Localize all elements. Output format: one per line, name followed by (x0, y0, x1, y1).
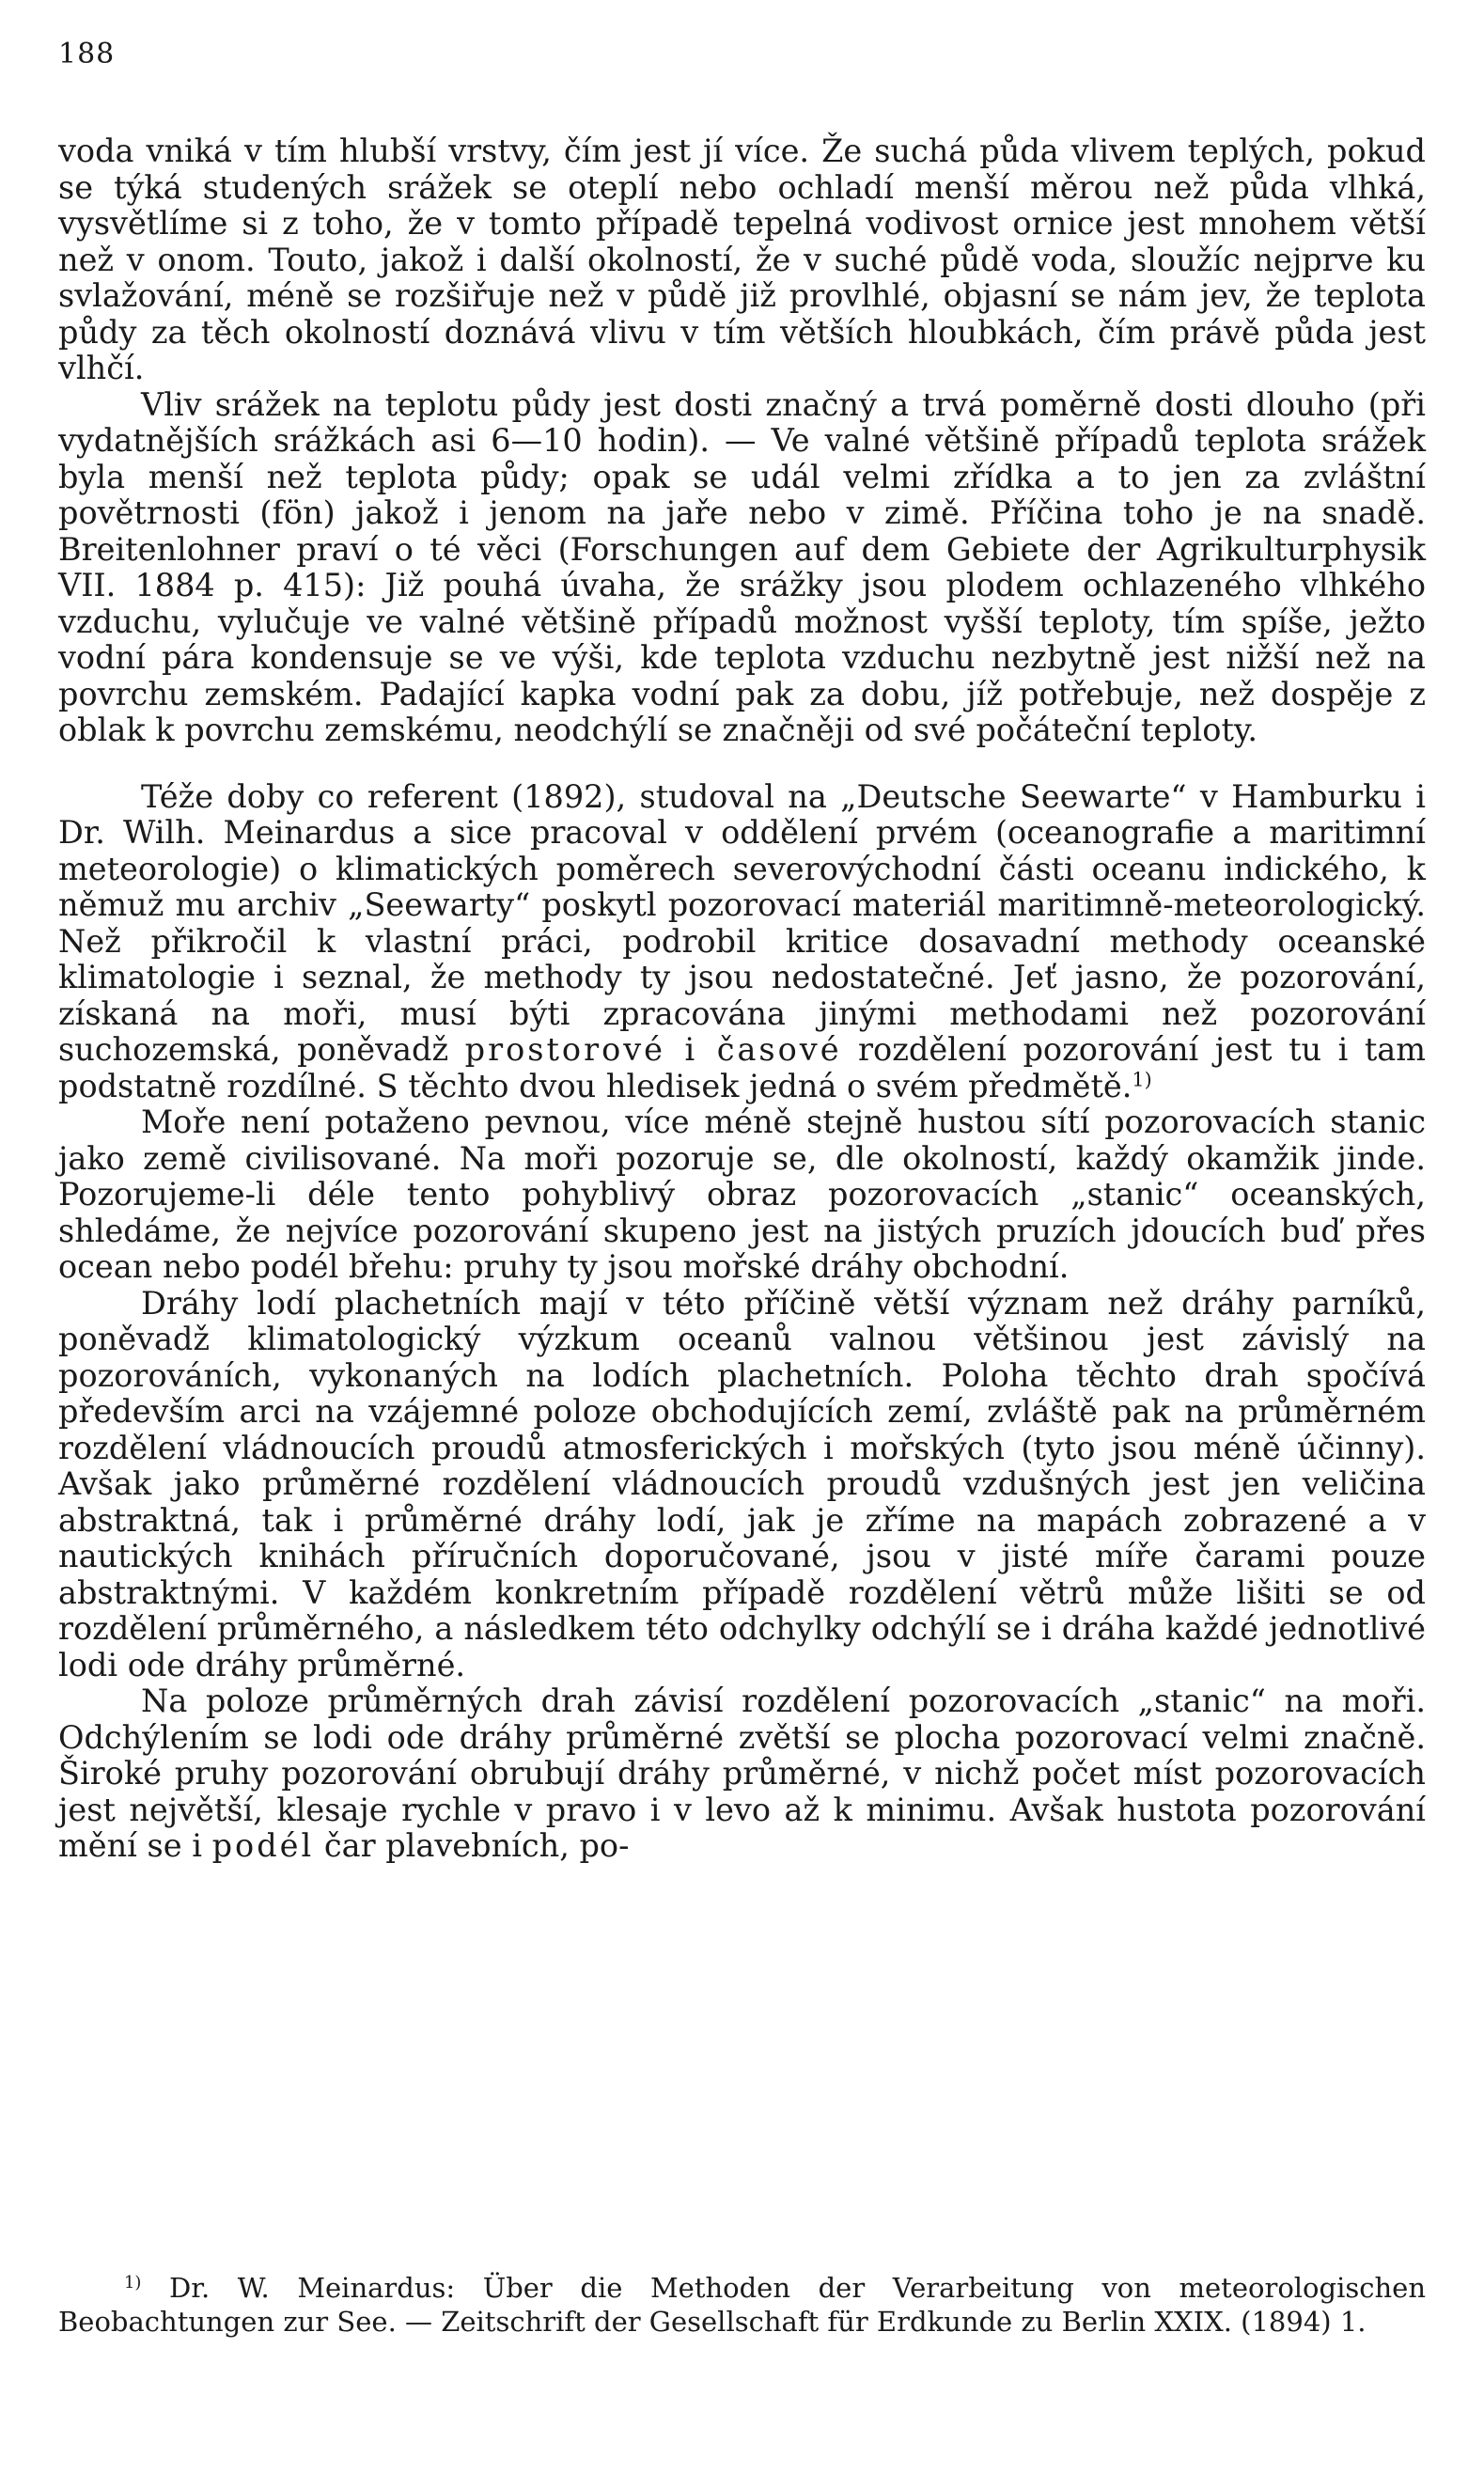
paragraph-6-text-end: čar plavebních, po- (323, 1827, 630, 1864)
paragraph-1: voda vniká v tím hlubší vrstvy, čím jest jí více. Že suchá půda vlivem teplých, pokud se týká studených srážek se oteplí nebo ochladí menší měrou než půda vlhká, vysvětlíme si z toho, že v tomto případě tepelná vodivost ornice jest mnohem větší než v onom. Touto, jakož i další okolností, že v suché půdě voda, sloužíc nejprve ku svlažování, méně se rozšiřuje než v půdě již provlhlé, objasní se nám jev, že teplota půdy za těch okolností doznává vlivu v tím větších hloubkách, čím právě půda jest vlhčí. (58, 133, 1426, 386)
paragraph-3 (58, 779, 1426, 1105)
paragraph-4: Moře není potaženo pevnou, více méně stejně hustou sítí pozorovacích stanic jako země civilisované. Na moři pozoruje se, dle okolností, každý okamžik jinde. Pozorujeme-li déle tento pohyblivý obraz pozorovacích „stanic“ oceanských, shledáme, že nejvíce pozorování skupeno jest na jistých pruzích jdoucích buď přes ocean nebo podél břehu: pruhy ty jsou mořské dráhy obchodní. (58, 1103, 1426, 1285)
footnote-marker: 1) (124, 2273, 142, 2293)
footnote-text: Dr. W. Meinardus: Über die Methoden der Verarbeitung von meteorologischen Beobachtungen zur See. — Zeitschrift der Gesellschaft für Erdkunde zu Berlin XXIX. (1894) 1. (58, 2272, 1426, 2338)
emphasis-spatial-temporal: prostorové i časové (464, 1031, 842, 1068)
paragraph-3-text-end: rozdělení pozorování jest tu i tam podstatně rozdílné. S těchto dvou hledisek jedná o svém předmětě. (58, 1031, 1427, 1104)
page-number: 188 (58, 38, 116, 70)
footnote-reference: 1) (1132, 1068, 1152, 1091)
emphasis-along: podél (211, 1827, 315, 1864)
paragraph-3-text: Téže doby co referent (1892), studoval na „Deutsche Seewarte“ v Hamburku i Dr. Wilh. Meinardus a sice pracoval v oddělení prvém (oceanografie a maritimní meteorologie) o klimatických poměrech severovýchodní části oceanu indického, k němuž mu archiv „Seewarty“ poskytl pozorovací materiál maritimně-meteorologický. Než přikročil k vlastní práci, podrobil kritice dosavadní methody oceanské klimatologie i seznal, že methody ty jsou nedostatečné. Jeť jasno, že pozorování, získaná na moři, musí býti zpracována jinými methodami než pozorování suchozemská, poněvadž (58, 777, 1426, 1068)
body-text (58, 133, 1426, 1865)
document-page (58, 28, 1426, 2453)
paragraph-2: Vliv srážek na teplotu půdy jest dosti značný a trvá poměrně dosti dlouho (při vydatnějších srážkách asi 6—10 hodin). — Ve valné většině případů teplota srážek byla menší než teplota půdy; opak se udál velmi zřídka a to jen za zvláštní povětrnosti (fön) jakož i jenom na jaře nebo v zimě. Příčina toho je na snadě. Breitenlohner praví o té věci (Forschungen auf dem Gebiete der Agrikulturphysik VII. 1884 p. 415): Již pouhá úvaha, že srážky jsou plodem ochlazeného vlhkého vzduchu, vylučuje ve valné většině případů možnost vyšší teploty, tím spíše, ježto vodní pára kondensuje se ve výši, kde teplota vzduchu nezbytně jest nižší než na povrchu zemském. Padající kapka vodní pak za dobu, jíž potřebuje, než dospěje z oblak k povrchu zemskému, neodchýlí se značněji od své počáteční teploty. (58, 385, 1426, 748)
footnote (58, 2271, 1426, 2339)
paragraph-6-text: Na poloze průměrných drah závisí rozdělení pozorovacích „stanic“ na moři. Odchýlením se lodi ode dráhy průměrné zvětší se plocha pozorovací velmi značně. Široké pruhy pozorování obrubují dráhy průměrné, v nichž počet míst pozorovacích jest největší, klesaje rychle v pravo i v levo až k minimu. Avšak hustota pozorování mění se i (58, 1683, 1426, 1864)
paragraph-6 (58, 1683, 1426, 1865)
paragraph-5: Dráhy lodí plachetních mají v této příčině větší význam než dráhy parníků, poněvadž klimatologický výzkum oceanů valnou většinou jest závislý na pozorováních, vykonaných na lodích plachetních. Poloha těchto drah spočívá především arci na vzájemné poloze obchodujících zemí, zvláště pak na průměrném rozdělení vládnoucích proudů atmosferických i mořských (tyto jsou méně účinny). Avšak jako průměrné rozdělení vládnoucích proudů vzdušných jest jen veličina abstraktná, tak i průměrné dráhy lodí, jak je zříme na mapách zobrazené a v nautických knihách příručních doporučované, jsou v jisté míře čarami pouze abstraktnými. V každém konkretním případě rozdělení větrů může lišiti se od rozdělení průměrného, a následkem této odchylky odchýlí se i dráha každé jednotlivé lodi ode dráhy průměrné. (58, 1284, 1426, 1683)
